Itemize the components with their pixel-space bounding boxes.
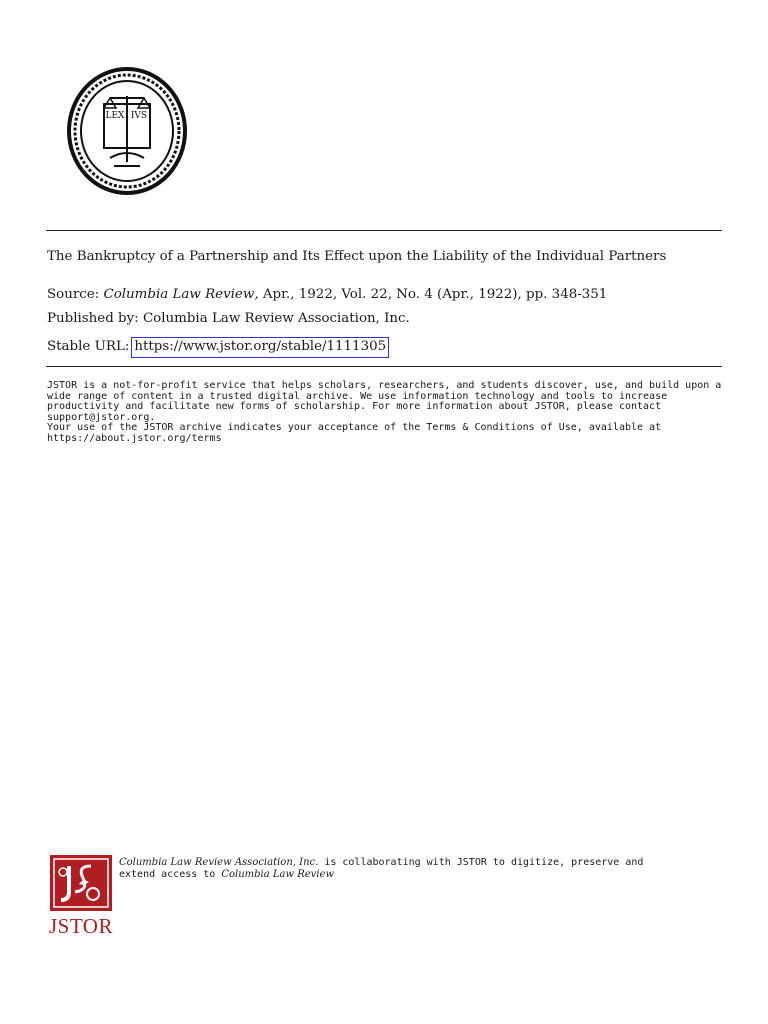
source-journal: Columbia Law Review	[103, 287, 255, 302]
columbia-law-seal-icon	[66, 66, 188, 196]
published-label: Published by:	[47, 311, 139, 326]
stable-url-line	[47, 337, 389, 358]
footer-partner: Columbia Law Review Association, Inc.	[119, 857, 319, 868]
stable-url-label: Stable URL:	[47, 339, 130, 354]
footer-collab: is collaborating with JSTOR to digitize, preserve and extend access to	[119, 857, 644, 880]
jstor-notice: JSTOR is a not-for-profit service that helps scholars, researchers, and students discover, use, and build upon a wide range of content in a trusted digital archive. We use information technology and tools to increase productivity and facilitate new forms of scholarship. For more information about JSTOR, please contact support@jstor.org.	[47, 380, 722, 423]
footer-journal: Columbia Law Review	[221, 868, 335, 880]
stable-url-link[interactable]: https://www.jstor.org/stable/1111305	[131, 337, 389, 358]
footer-collaboration-text	[119, 857, 679, 880]
source-line	[47, 287, 607, 303]
publisher-line	[47, 311, 410, 327]
seal-word-left: LEX	[105, 111, 125, 121]
publisher-name: Columbia Law Review Association, Inc.	[142, 311, 410, 326]
source-label: Source:	[47, 287, 100, 302]
seal-word-right: IVS	[130, 111, 148, 121]
jstor-wordmark: JSTOR	[49, 914, 113, 938]
top-divider	[46, 230, 722, 231]
terms-notice: Your use of the JSTOR archive indicates your acceptance of the Terms & Conditions of Use, available at https://about.jstor.org/terms	[47, 422, 662, 444]
source-details: , Apr., 1922, Vol. 22, No. 4 (Apr., 1922), pp. 348-351	[254, 287, 608, 302]
article-title: The Bankruptcy of a Partnership and Its Effect upon the Liability of the Individual Partners	[47, 249, 667, 264]
bottom-divider	[46, 366, 722, 367]
